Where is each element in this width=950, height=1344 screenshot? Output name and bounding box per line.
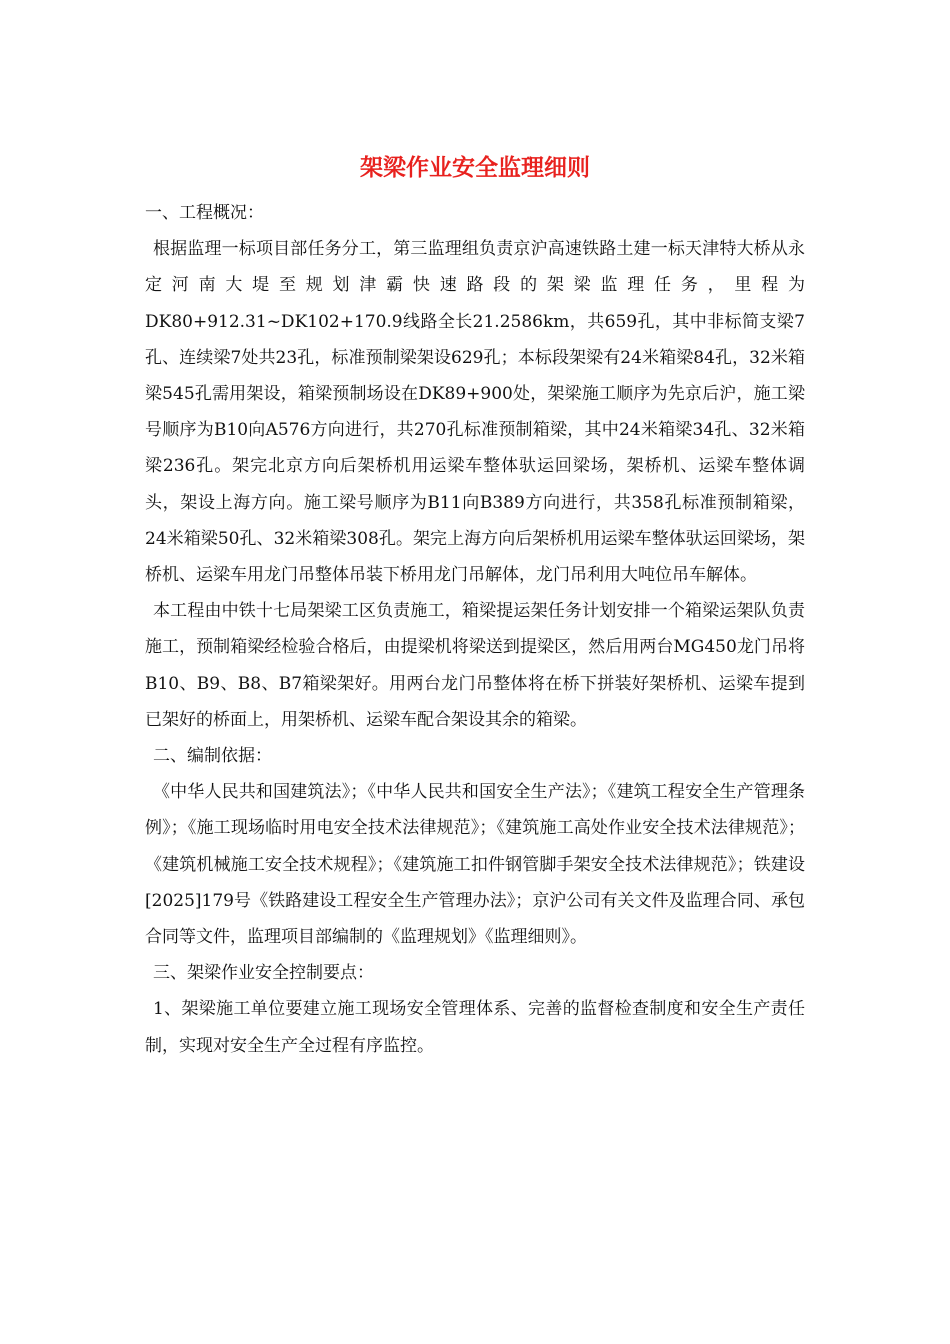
document-body bbox=[145, 195, 805, 1064]
paragraph-safety-point-1: 1、架梁施工单位要建立施工现场安全管理体系、完善的监督检查制度和安全生产责任制，实现对安全生产全过程有序监控。 bbox=[145, 999, 805, 1056]
section-heading-overview: 一、工程概况： bbox=[145, 203, 264, 223]
section-heading-safety-points: 三、架梁作业安全控制要点： bbox=[153, 963, 374, 984]
document-title: 架梁作业安全监理细则 bbox=[360, 154, 590, 181]
section-heading-basis: 二、编制依据： bbox=[153, 746, 272, 767]
paragraph-overview-1: 根据监理一标项目部任务分工，第三监理组负责京沪高速铁路土建一标天津特大桥从永定河南大堤至规划津霸快速路段的架梁监理任务，里程为DK80+912.31~DK102+170.9线路全长21.2586km，共659孔，其中非标简支梁7孔、连续梁7处共23孔，标准预制梁架设629孔；本标段架梁有24米箱梁84孔，32米箱梁545孔需用架设，箱梁预制场设在DK89+900处，架梁施工顺序为先京后沪，施工梁号顺序为B10向A576方向进行，共270孔标准预制箱梁，其中24米箱梁34孔、32米箱梁236孔。架完北京方向后架桥机用运梁车整体驮运回梁场，架桥机、运梁车整体调头，架设上海方向。施工梁号顺序为B11向B389方向进行，共358孔标准预制箱梁， 24米箱梁50孔、32米箱梁308孔。架完上海方向后架桥机用运梁车整体驮运回梁场，架桥机、运梁车用龙门吊整体吊装下桥用龙门吊解体，龙门吊利用大吨位吊车解体。 bbox=[145, 239, 805, 586]
paragraph-basis-1: 《中华人民共和国建筑法》；《中华人民共和国安全生产法》；《建筑工程安全生产管理条例》；《施工现场临时用电安全技术法律规范》；《建筑施工高处作业安全技术法律规范》；《建筑机械施工安全技术规程》；《建筑施工扣件钢管脚手架安全技术法律规范》；铁建设[2025]179号《铁路建设工程安全生产管理办法》；京沪公司有关文件及监理合同、承包合同等文件，监理项目部编制的《监理规划》《监理细则》。 bbox=[145, 782, 805, 948]
paragraph-overview-2: 本工程由中铁十七局架梁工区负责施工，箱梁提运架任务计划安排一个箱梁运架队负责施工，预制箱梁经检验合格后，由提梁机将梁送到提梁区，然后用两台MG450龙门吊将B10、B9、B8、B7箱梁架好。用两台龙门吊整体将在桥下拼装好架桥机、运梁车提到已架好的桥面上，用架桥机、运梁车配合架设其余的箱梁。 bbox=[145, 601, 805, 730]
